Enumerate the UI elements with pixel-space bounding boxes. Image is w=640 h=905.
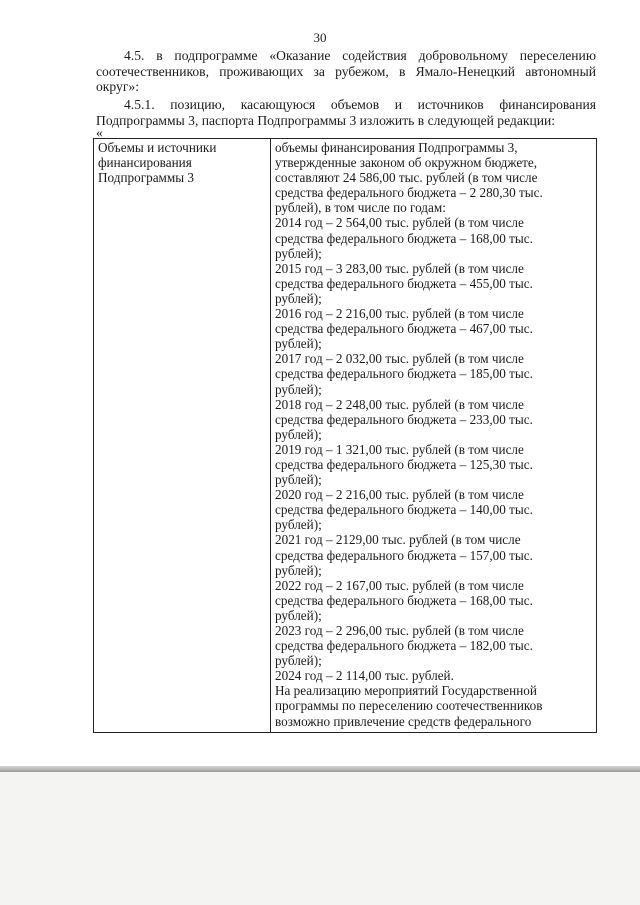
table-label-line: финансирования (98, 155, 192, 171)
table-value-line: рублей); (275, 336, 322, 352)
table-value-line: объемы финансирования Подпрограммы 3, (275, 140, 518, 155)
table-value-line: рублей); (275, 653, 322, 669)
table-value-line: 2021 год – 2129,00 тыс. рублей (в том числе (275, 532, 521, 548)
table-label-line: Подпрограммы 3 (98, 170, 194, 186)
table-value-line: средства федерального бюджета – 2 280,30 тыс. (275, 185, 543, 201)
table-value-line: средства федерального бюджета – 168,00 тыс. (275, 592, 533, 608)
table-value-line: 2022 год – 2 167,00 тыс. рублей (в том числе (275, 577, 524, 593)
table-value-line: 2023 год – 2 296,00 тыс. рублей (в том числе (275, 623, 524, 638)
table-value-line: средства федерального бюджета – 168,00 тыс. (275, 230, 533, 246)
table-value-line: средства федерального бюджета – 455,00 тыс. (275, 275, 533, 291)
table-value-line: На реализацию мероприятий Государственной (275, 683, 537, 699)
table-value-line: возможно привлечение средств федерального (275, 713, 532, 729)
opening-quote: « (96, 125, 103, 140)
table-value-line: 2024 год – 2 114,00 тыс. рублей. (275, 668, 454, 684)
table-value-line: рублей); (275, 607, 322, 623)
page-number: 30 (313, 30, 327, 45)
table-value-cell (271, 139, 597, 733)
table-value-line: средства федерального бюджета – 125,30 тыс. (275, 456, 533, 472)
table-row (94, 139, 597, 733)
table-value-line: рублей); (275, 245, 322, 261)
table-value-line: составляют 24 586,00 тыс. рублей (в том числе (275, 170, 538, 186)
table-value-line: рублей); (275, 562, 322, 578)
table-value-line: средства федерального бюджета – 182,00 тыс. (275, 638, 533, 654)
financing-table (93, 138, 597, 733)
table-value-line: 2017 год – 2 032,00 тыс. рублей (в том числе (275, 351, 524, 367)
table-value-line: средства федерального бюджета – 467,00 тыс. (275, 321, 533, 337)
page-bottom-edge (0, 766, 640, 772)
table-value-line: 2016 год – 2 216,00 тыс. рублей (в том числе (275, 306, 524, 322)
table-value-line: средства федерального бюджета – 185,00 тыс. (275, 366, 533, 382)
table-value-line: программы по переселению соотечественников (275, 698, 543, 714)
paragraph-4-5-1: 4.5.1. позицию, касающуюся объемов и источников финансирования Подпрограммы 3, паспорта Подпрограммы 3 изложить в следующей редакции: (96, 97, 596, 128)
table-label-cell (94, 139, 271, 733)
table-value-line: средства федерального бюджета – 233,00 тыс. (275, 411, 533, 427)
table-label-line: Объемы и источники (98, 140, 217, 155)
table-value-line: 2020 год – 2 216,00 тыс. рублей (в том числе (275, 487, 524, 503)
table-value-line: рублей); (275, 381, 322, 397)
table-value-line: 2014 год – 2 564,00 тыс. рублей (в том числе (275, 215, 524, 231)
table-value-line: рублей); (275, 426, 322, 442)
table-value-line: 2015 год – 3 283,00 тыс. рублей (в том числе (275, 260, 524, 276)
table-value-line: 2019 год – 1 321,00 тыс. рублей (в том числе (275, 441, 524, 457)
table-value-line: рублей); (275, 517, 322, 533)
table-value-line: средства федерального бюджета – 140,00 тыс. (275, 502, 533, 518)
table-value-line: рублей); (275, 472, 322, 488)
table-value-line: рублей); (275, 290, 322, 306)
paragraph-4-5: 4.5. в подпрограмме «Оказание содействия добровольному переселению соотечественников, проживающих за рубежом, в Ямало-Ненецкий автономный округ»: (96, 48, 596, 94)
table-value-line: рублей), в том числе по годам: (275, 200, 446, 216)
table-value-line: 2018 год – 2 248,00 тыс. рублей (в том числе (275, 396, 524, 412)
table-value-line: утвержденные законом об окружном бюджете, (275, 155, 538, 171)
table-value-line: средства федерального бюджета – 157,00 тыс. (275, 547, 533, 563)
